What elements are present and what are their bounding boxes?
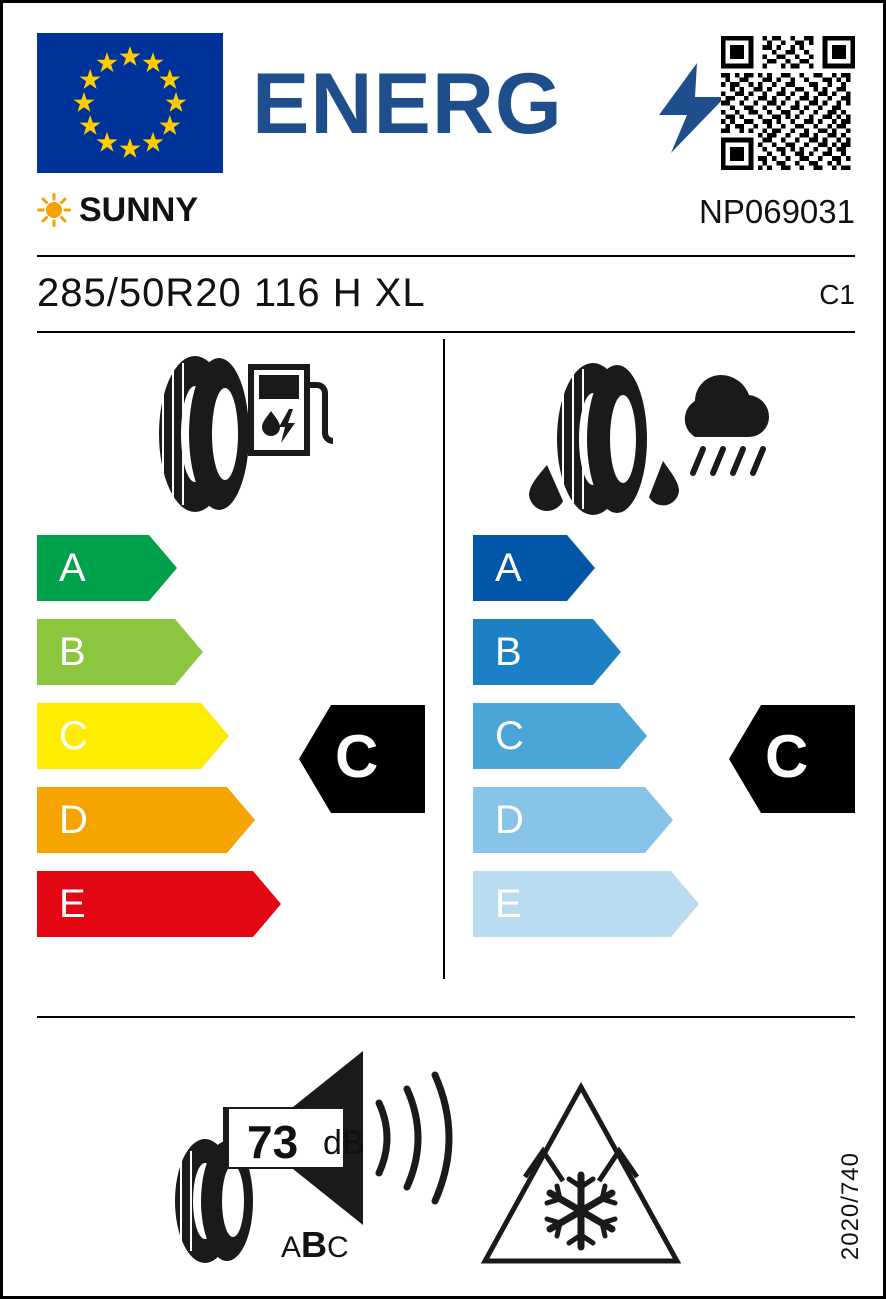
tyre-size: 285/50R20 116 H XL xyxy=(37,271,426,315)
wet-grip-panel xyxy=(473,339,855,979)
tyre-icon-fuel xyxy=(133,349,333,519)
brand-logo xyxy=(37,193,198,227)
fuel-grade-e-letter: E xyxy=(59,882,86,926)
snow-grip-panel xyxy=(481,1081,681,1267)
wet-grade-a-letter: A xyxy=(495,546,522,590)
noise-value: 73 xyxy=(247,1116,299,1168)
energy-bolt-icon xyxy=(657,63,727,153)
noise-class-c: C xyxy=(327,1231,349,1264)
noise-class-a: A xyxy=(281,1231,302,1264)
tyre-icon-wet xyxy=(521,349,781,529)
energy-wordmark: ENERG xyxy=(252,56,563,152)
rain-cloud-icon xyxy=(685,375,769,473)
fuel-efficiency-panel xyxy=(37,339,437,979)
wet-grade-e-letter: E xyxy=(495,882,522,926)
tyre-class: C1 xyxy=(819,279,855,310)
wet-selected-grade xyxy=(729,705,855,818)
fuel-grade-a-letter: A xyxy=(59,546,86,590)
fuel-grade-a-arrow xyxy=(37,535,177,601)
european-union-flag xyxy=(37,33,223,173)
label-header xyxy=(37,33,855,173)
wet-selected-letter: C xyxy=(765,723,809,790)
header-divider-2 xyxy=(37,331,855,333)
sound-waves-icon xyxy=(379,1075,449,1201)
wet-grade-b-letter: B xyxy=(495,630,522,674)
fuel-grade-c-letter: C xyxy=(59,714,88,758)
eu-flag-stars xyxy=(37,33,223,173)
size-row xyxy=(37,271,855,319)
fuel-grade-b-letter: B xyxy=(59,630,86,674)
noise-panel xyxy=(163,1043,483,1273)
panel-separator xyxy=(443,339,445,979)
noise-class-scale xyxy=(281,1224,349,1265)
fuel-grade-d-letter: D xyxy=(59,798,88,842)
noise-class-b: B xyxy=(301,1224,328,1265)
noise-unit: dB xyxy=(323,1124,365,1162)
fuel-pump-icon xyxy=(251,367,333,453)
wet-grade-a-arrow xyxy=(473,535,595,601)
qr-code xyxy=(721,36,855,170)
fuel-selected-grade xyxy=(299,705,425,818)
snowflake-icon xyxy=(547,1175,615,1247)
three-peak-mountain-snowflake-icon xyxy=(481,1081,681,1267)
header-divider-1 xyxy=(37,255,855,257)
wet-grade-c-letter: C xyxy=(495,714,524,758)
wet-grade-d-letter: D xyxy=(495,798,524,842)
sun-icon xyxy=(37,193,71,227)
type-code: NP069031 xyxy=(699,193,855,230)
brand-name: SUNNY xyxy=(79,191,199,229)
fuel-selected-letter: C xyxy=(335,723,379,790)
regulation-reference: 2020/740 xyxy=(837,1151,864,1260)
brand-row xyxy=(37,193,855,249)
bottom-divider xyxy=(37,1016,855,1018)
